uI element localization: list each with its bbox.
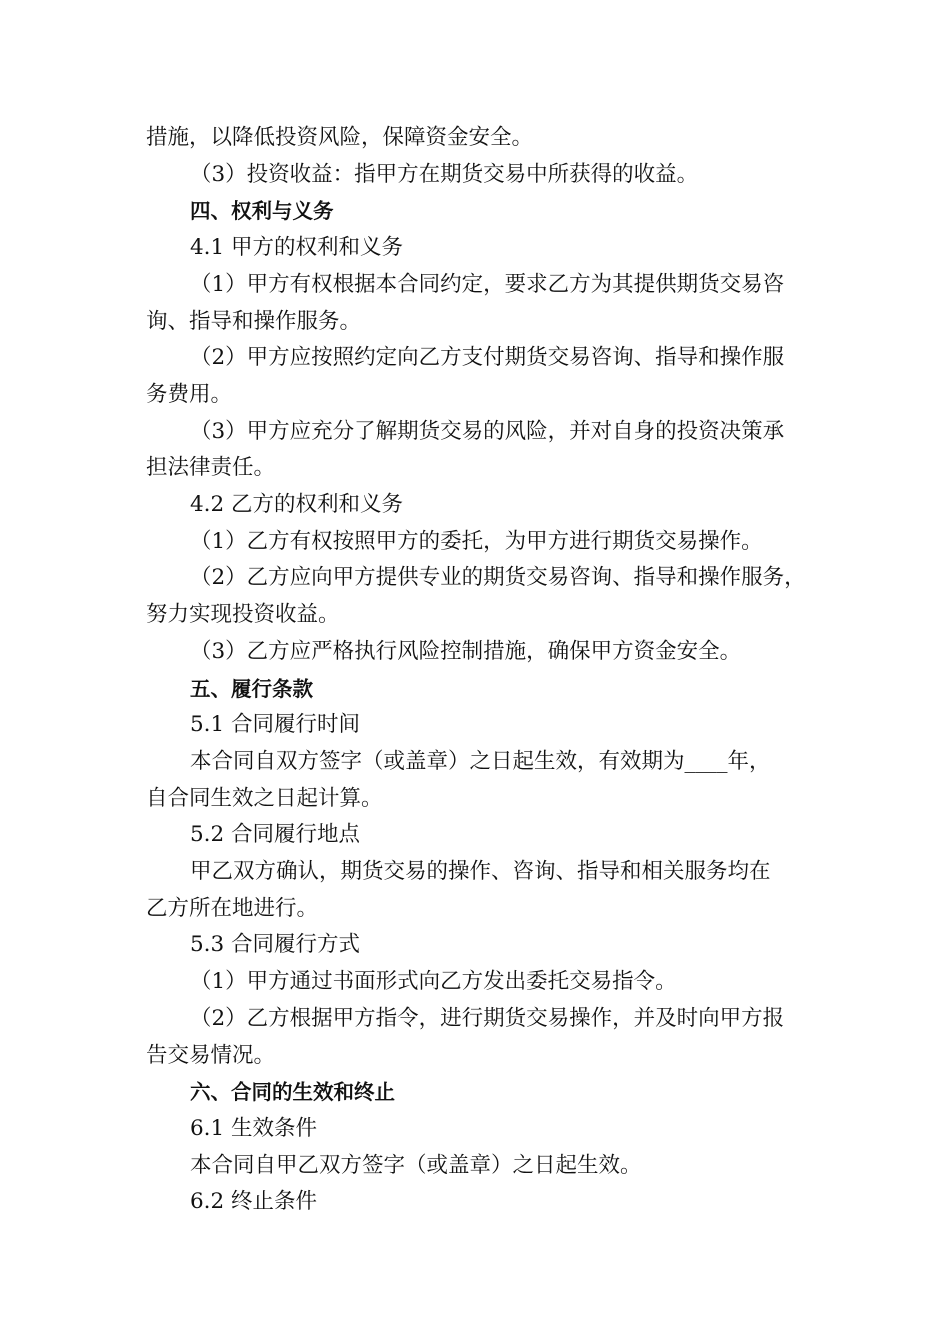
clause-item-continuation: 努力实现投资收益。 bbox=[146, 602, 340, 628]
section-heading-effect-termination: 六、合同的生效和终止 bbox=[190, 1080, 395, 1105]
contract-body bbox=[146, 120, 810, 1221]
clause-item: （2）乙方根据甲方指令，进行期货交易操作，并及时向甲方报 bbox=[190, 1005, 785, 1031]
subsection-heading: 6.1 生效条件 bbox=[190, 1115, 318, 1141]
clause-text: 甲乙双方确认，期货交易的操作、咨询、指导和相关服务均在 bbox=[190, 859, 771, 885]
clause-item: （1）甲方通过书面形式向乙方发出委托交易指令。 bbox=[190, 969, 677, 995]
subsection-heading: 4.1 甲方的权利和义务 bbox=[190, 235, 404, 261]
clause-item: （1）乙方有权按照甲方的委托，为甲方进行期货交易操作。 bbox=[190, 528, 763, 554]
clause-item: （1）甲方有权根据本合同约定，要求乙方为其提供期货交易咨 bbox=[190, 271, 785, 297]
clause-item-continuation: 务费用。 bbox=[146, 381, 233, 407]
subsection-heading: 6.2 终止条件 bbox=[190, 1189, 318, 1215]
clause-item: （3）乙方应严格执行风险控制措施，确保甲方资金安全。 bbox=[190, 638, 742, 664]
clause-text-continuation: 乙方所在地进行。 bbox=[146, 895, 319, 921]
subsection-heading: 5.3 合同履行方式 bbox=[190, 932, 361, 958]
clause-item: （3）甲方应充分了解期货交易的风险，并对自身的投资决策承 bbox=[190, 418, 785, 444]
clause-item-continuation: 担法律责任。 bbox=[146, 455, 276, 481]
section-heading-rights-obligations: 四、权利与义务 bbox=[190, 199, 334, 224]
clause-item: （3）投资收益：指甲方在期货交易中所获得的收益。 bbox=[190, 161, 699, 187]
section-heading-performance: 五、履行条款 bbox=[190, 676, 313, 701]
subsection-heading: 5.2 合同履行地点 bbox=[190, 822, 361, 848]
subsection-heading: 4.2 乙方的权利和义务 bbox=[190, 492, 404, 518]
clause-text: 本合同自甲乙双方签字（或盖章）之日起生效。 bbox=[190, 1152, 642, 1178]
clause-item: （2）乙方应向甲方提供专业的期货交易咨询、指导和操作服务， bbox=[190, 565, 806, 591]
clause-text: 本合同自双方签字（或盖章）之日起生效，有效期为____年， bbox=[190, 748, 771, 774]
clause-item-continuation: 询、指导和操作服务。 bbox=[146, 308, 362, 334]
subsection-heading: 5.1 合同履行时间 bbox=[190, 712, 361, 738]
clause-text-continuation: 自合同生效之日起计算。 bbox=[146, 785, 383, 811]
clause-item-continuation: 告交易情况。 bbox=[146, 1042, 276, 1068]
clause-item: （2）甲方应按照约定向乙方支付期货交易咨询、指导和操作服 bbox=[190, 345, 785, 371]
paragraph-continuation: 措施，以降低投资风险，保障资金安全。 bbox=[146, 125, 534, 150]
